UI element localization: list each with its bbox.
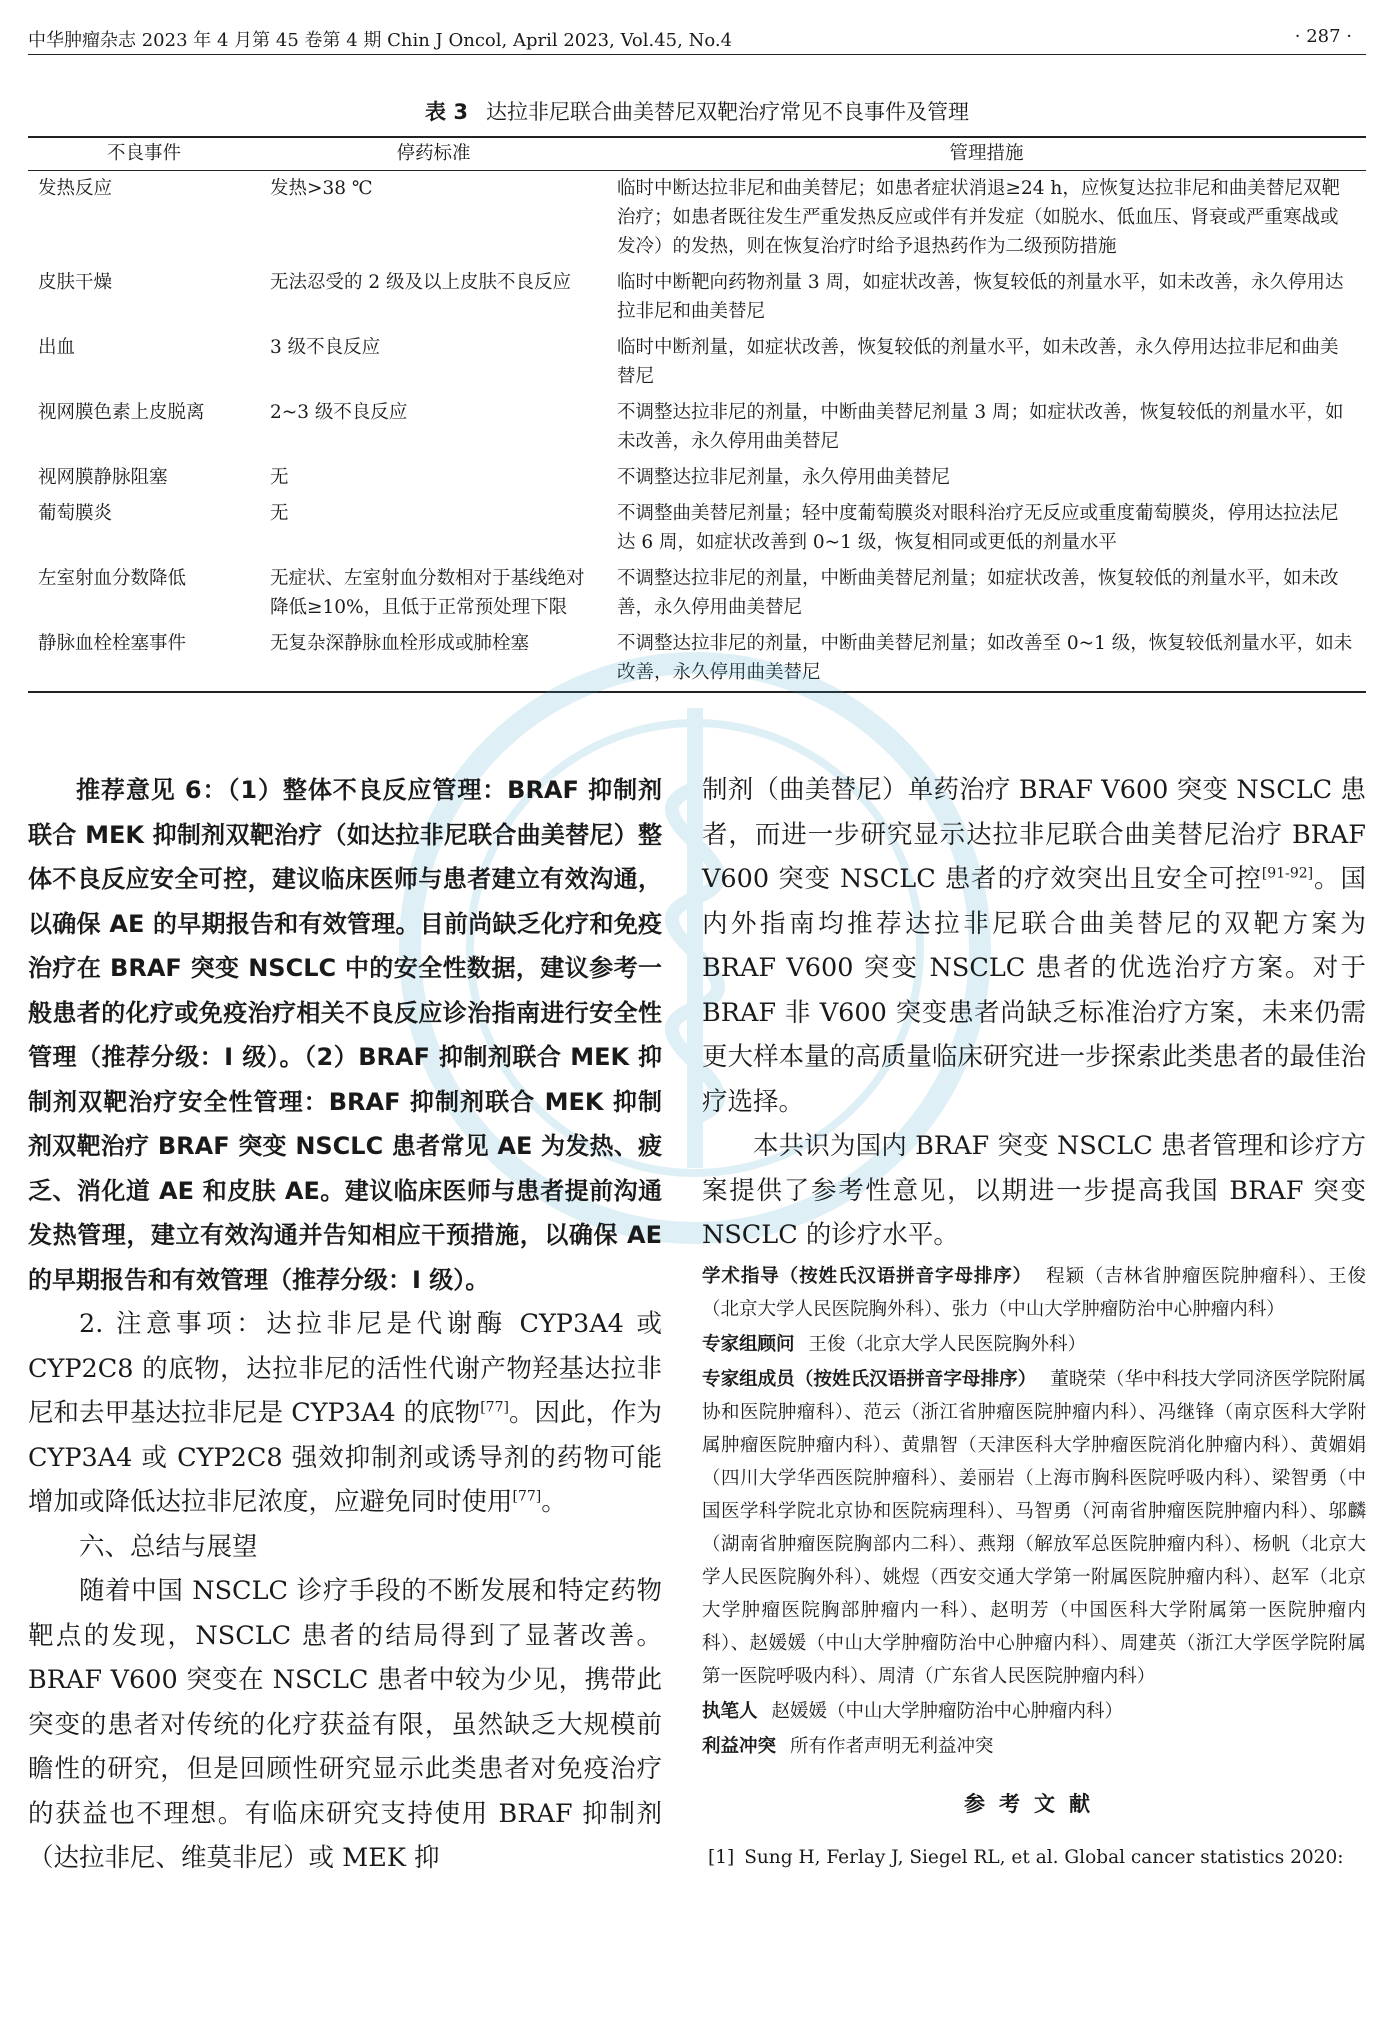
table-row [28, 265, 1366, 330]
table-label: 表 3 [425, 100, 468, 124]
table-caption [0, 96, 1394, 126]
cell-event: 葡萄膜炎 [38, 503, 113, 524]
table-row [28, 561, 1366, 626]
citation: [77] [480, 1399, 509, 1416]
academic-guidance: 学术指导（按姓氏汉语拼音字母排序） 程颖（吉林省肿瘤医院肿瘤科）、王俊（北京大学人民医院胸外科）、张力（中山大学肿瘤防治中心肿瘤内科） [702, 1265, 1366, 1320]
precautions-paragraph: 2. 注意事项：达拉非尼是代谢酶 CYP3A4 或 CYP2C8 的底物，达拉非尼的活性代谢产物羟基达拉非尼和去甲基达拉非尼是 CYP3A4 的底物[77]。因此，作为 CYP3A4 或 CYP2C8 强效抑制剂或诱导剂的药物可能增加或降低达拉非尼浓度，应避免同时使用[77]。 [28, 1309, 662, 1517]
cell-event: 视网膜色素上皮脱离 [38, 402, 205, 423]
table-header-row [28, 137, 1366, 171]
references-heading: 参考文献 [964, 1791, 1104, 1816]
cell-event: 出血 [38, 337, 76, 358]
cell-event: 发热反应 [38, 178, 113, 199]
reference-item: [1] Sung H, Ferlay J, Siegel RL, et al. Global cancer statistics 2020: [708, 1846, 1344, 1868]
cell-manage: 不调整达拉非尼的剂量，中断曲美替尼剂量；如症状改善，恢复较低的剂量水平，如未改善，永久停用曲美替尼 [617, 568, 1339, 618]
cell-stop: 无复杂深静脉血栓形成或肺栓塞 [270, 633, 530, 654]
section-heading: 六、总结与展望 [79, 1531, 258, 1562]
col-header-event: 不良事件 [28, 137, 260, 171]
cell-manage: 临时中断剂量，如症状改善，恢复较低的剂量水平，如未改善，永久停用达拉非尼和曲美替尼 [617, 337, 1339, 387]
running-header [28, 20, 1366, 55]
cell-manage: 不调整达拉非尼的剂量，中断曲美替尼剂量；如改善至 0~1 级，恢复较低剂量水平，如未改善，永久停用曲美替尼 [617, 633, 1353, 683]
consensus-paragraph: 本共识为国内 BRAF 突变 NSCLC 患者管理和诊疗方案提供了参考性意见，以期进一步提高我国 BRAF 突变 NSCLC 的诊疗水平。 [702, 1131, 1366, 1250]
cell-event: 静脉血栓栓塞事件 [38, 633, 187, 654]
cell-manage: 不调整曲美替尼剂量；轻中度葡萄膜炎对眼科治疗无反应或重度葡萄膜炎，停用达拉法尼达 6 周，如症状改善到 0~1 级，恢复相同或更低的剂量水平 [617, 503, 1339, 553]
col-header-stop: 停药标准 [260, 137, 607, 171]
continuation-paragraph: 制剂（曲美替尼）单药治疗 BRAF V600 突变 NSCLC 患者，而进一步研究显示达拉非尼联合曲美替尼治疗 BRAF V600 突变 NSCLC 患者的疗效突出且安全可控[91-92]。国内外指南均推荐达拉非尼联合曲美替尼的双靶方案为 BRAF V600 突变 NSCLC 患者的优选治疗方案。对于 BRAF 非 V600 突变患者尚缺乏标准治疗方案，未来仍需更大样本量的高质量临床研究进一步探索此类患者的最佳治疗选择。 [702, 775, 1366, 1117]
cell-event: 皮肤干燥 [38, 272, 113, 293]
cell-stop: 无症状、左室射血分数相对于基线绝对降低≥10%，且低于正常预处理下限 [270, 568, 585, 618]
col-header-manage: 管理措施 [607, 137, 1366, 171]
right-column [702, 768, 1366, 1873]
writer: 执笔人 赵媛媛（中山大学肿瘤防治中心肿瘤内科） [702, 1700, 1124, 1722]
cell-manage: 临时中断达拉非尼和曲美替尼；如患者症状消退≥24 h，应恢复达拉非尼和曲美替尼双靶治疗；如患者既往发生严重发热反应或伴有并发症（如脱水、低血压、肾衰或严重寒战或发冷）的发热，则在恢复治疗时给予退热药作为二级预防措施 [617, 178, 1340, 257]
adverse-events-table [28, 136, 1366, 693]
cell-event: 左室射血分数降低 [38, 568, 187, 589]
table-row [28, 626, 1366, 692]
left-column [28, 768, 662, 1881]
cell-manage: 临时中断靶向药物剂量 3 周，如症状改善，恢复较低的剂量水平，如未改善，永久停用达拉非尼和曲美替尼 [617, 272, 1344, 322]
summary-paragraph: 随着中国 NSCLC 诊疗手段的不断发展和特定药物靶点的发现，NSCLC 患者的结局得到了显著改善。BRAF V600 突变在 NSCLC 患者中较为少见，携带此突变的患者对传统的化疗获益有限，虽然缺乏大规模前瞻性的研究，但是回顾性研究显示此类患者对免疫治疗的获益也不理想。有临床研究支持使用 BRAF 抑制剂（达拉非尼、维莫非尼）或 MEK 抑 [28, 1576, 662, 1873]
table-row [28, 460, 1366, 496]
cell-manage: 不调整达拉非尼的剂量，中断曲美替尼剂量 3 周；如症状改善，恢复较低的剂量水平，如未改善，永久停用曲美替尼 [617, 402, 1344, 452]
cell-stop: 3 级不良反应 [270, 337, 381, 358]
page-number: · 287 · [1294, 26, 1352, 47]
cell-stop: 发热>38 ℃ [270, 178, 373, 199]
conflict-of-interest: 利益冲突 所有作者声明无利益冲突 [702, 1735, 994, 1757]
cell-stop: 无 [270, 503, 289, 524]
recommendation-6: 推荐意见 6：（1）整体不良反应管理：BRAF 抑制剂联合 MEK 抑制剂双靶治疗（如达拉非尼联合曲美替尼）整体不良反应安全可控，建议临床医师与患者建立有效沟通，以确保 AE 的早期报告和有效管理。目前尚缺乏化疗和免疫治疗在 BRAF 突变 NSCLC 中的安全性数据，建议参考一般患者的化疗或免疫治疗相关不良反应诊治指南进行安全性管理（推荐分级：Ⅰ 级）。（2）BRAF 抑制剂联合 MEK 抑制剂双靶治疗安全性管理：BRAF 抑制剂联合 MEK 抑制剂双靶治疗 BRAF 突变 NSCLC 患者常见 AE 为发热、疲乏、消化道 AE 和皮肤 AE。建议临床医师与患者提前沟通发热管理，建立有效沟通并告知相应干预措施，以确保 AE 的早期报告和有效管理（推荐分级：Ⅰ 级）。 [28, 776, 662, 1294]
table-row [28, 496, 1366, 561]
table-row [28, 171, 1366, 266]
cell-stop: 无 [270, 467, 289, 488]
table-title: 达拉非尼联合曲美替尼双靶治疗常见不良事件及管理 [485, 100, 969, 124]
citation: [91-92] [1261, 865, 1314, 882]
cell-stop: 2~3 级不良反应 [270, 402, 408, 423]
cell-event: 视网膜静脉阻塞 [38, 467, 168, 488]
cell-stop: 无法忍受的 2 级及以上皮肤不良反应 [270, 272, 572, 293]
citation: [77] [512, 1488, 542, 1505]
table-row [28, 330, 1366, 395]
expert-advisor: 专家组顾问 王俊（北京大学人民医院胸外科） [702, 1333, 1087, 1355]
journal-citation: 中华肿瘤杂志 2023 年 4 月第 45 卷第 4 期 Chin J Oncol, April 2023, Vol.45, No.4 [28, 30, 733, 51]
table-row [28, 395, 1366, 460]
cell-manage: 不调整达拉非尼剂量，永久停用曲美替尼 [617, 467, 951, 488]
expert-members: 专家组成员（按姓氏汉语拼音字母排序） 董晓荣（华中科技大学同济医学院附属协和医院肿瘤科）、范云（浙江省肿瘤医院肿瘤内科）、冯继锋（南京医科大学附属肿瘤医院肿瘤内科）、黄鼎智（天津医科大学肿瘤医院消化肿瘤内科）、黄媚娟（四川大学华西医院肿瘤科）、姜丽岩（上海市胸科医院呼吸内科）、梁智勇（中国医学科学院北京协和医院病理科）、马智勇（河南省肿瘤医院肿瘤内科）、邬麟（湖南省肿瘤医院胸部内二科）、燕翔（解放军总医院肿瘤内科）、杨帆（北京大学人民医院胸外科）、姚煜（西安交通大学第一附属医院肿瘤内科）、赵军（北京大学肿瘤医院胸部肿瘤内一科）、赵明芳（中国医科大学附属第一医院肿瘤内科）、赵媛媛（中山大学肿瘤防治中心肿瘤内科）、周建英（浙江大学医学院附属第一医院呼吸内科）、周清（广东省人民医院肿瘤内科） [702, 1368, 1366, 1687]
